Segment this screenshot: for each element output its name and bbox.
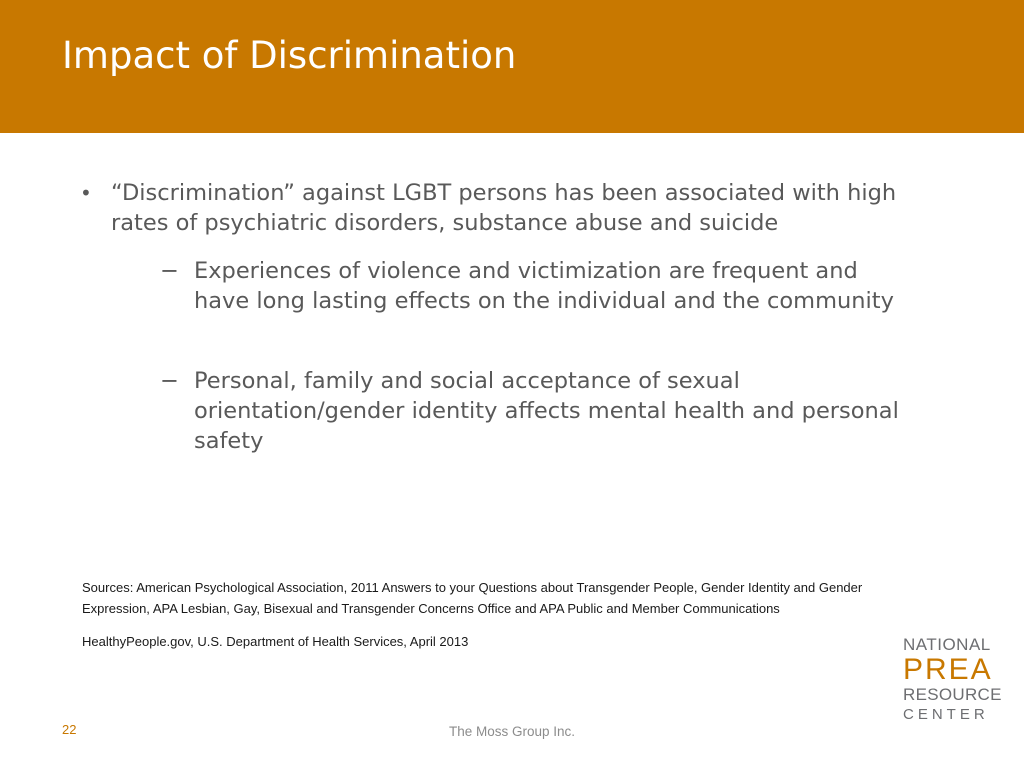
source-citation: HealthyPeople.gov, U.S. Department of Health Services, April 2013: [82, 634, 469, 649]
bullet-marker: •: [80, 181, 92, 205]
source-citation: Sources: American Psychological Association, 2011 Answers to your Questions about Transgender People, Gender Identity and Gender Expression, APA Lesbian, Gay, Bisexual and Transgender Concerns Office and APA Public and Member Communications: [82, 580, 863, 616]
logo-line-center: CENTER: [903, 706, 989, 723]
sub-bullet-item: [160, 256, 920, 316]
sub-bullet-marker: −: [160, 258, 179, 284]
page-number: 22: [62, 722, 77, 737]
title-bar: [0, 0, 1024, 133]
sub-bullet-text: Personal, family and social acceptance of sexual orientation/gender identity affects mental health and personal safety: [194, 368, 899, 454]
sources-block: [82, 578, 882, 666]
bullet-text: “Discrimination” against LGBT persons has been associated with high rates of psychiatric disorders, substance abuse and suicide: [111, 180, 897, 236]
logo-line-national: NATIONAL: [903, 635, 991, 654]
logo-line-prea: PREA: [903, 653, 993, 686]
slide-title: Impact of Discrimination: [62, 34, 517, 77]
bullet-item: [80, 178, 950, 238]
logo-line-resource: RESOURCE: [903, 685, 1002, 704]
prea-logo: [903, 636, 1003, 725]
sub-bullet-item: [160, 366, 920, 456]
sub-bullet-marker: −: [160, 368, 179, 394]
footer-text: The Moss Group Inc.: [448, 724, 576, 739]
sub-bullet-text: Experiences of violence and victimization are frequent and have long lasting effects on the individual and the community: [194, 258, 894, 314]
